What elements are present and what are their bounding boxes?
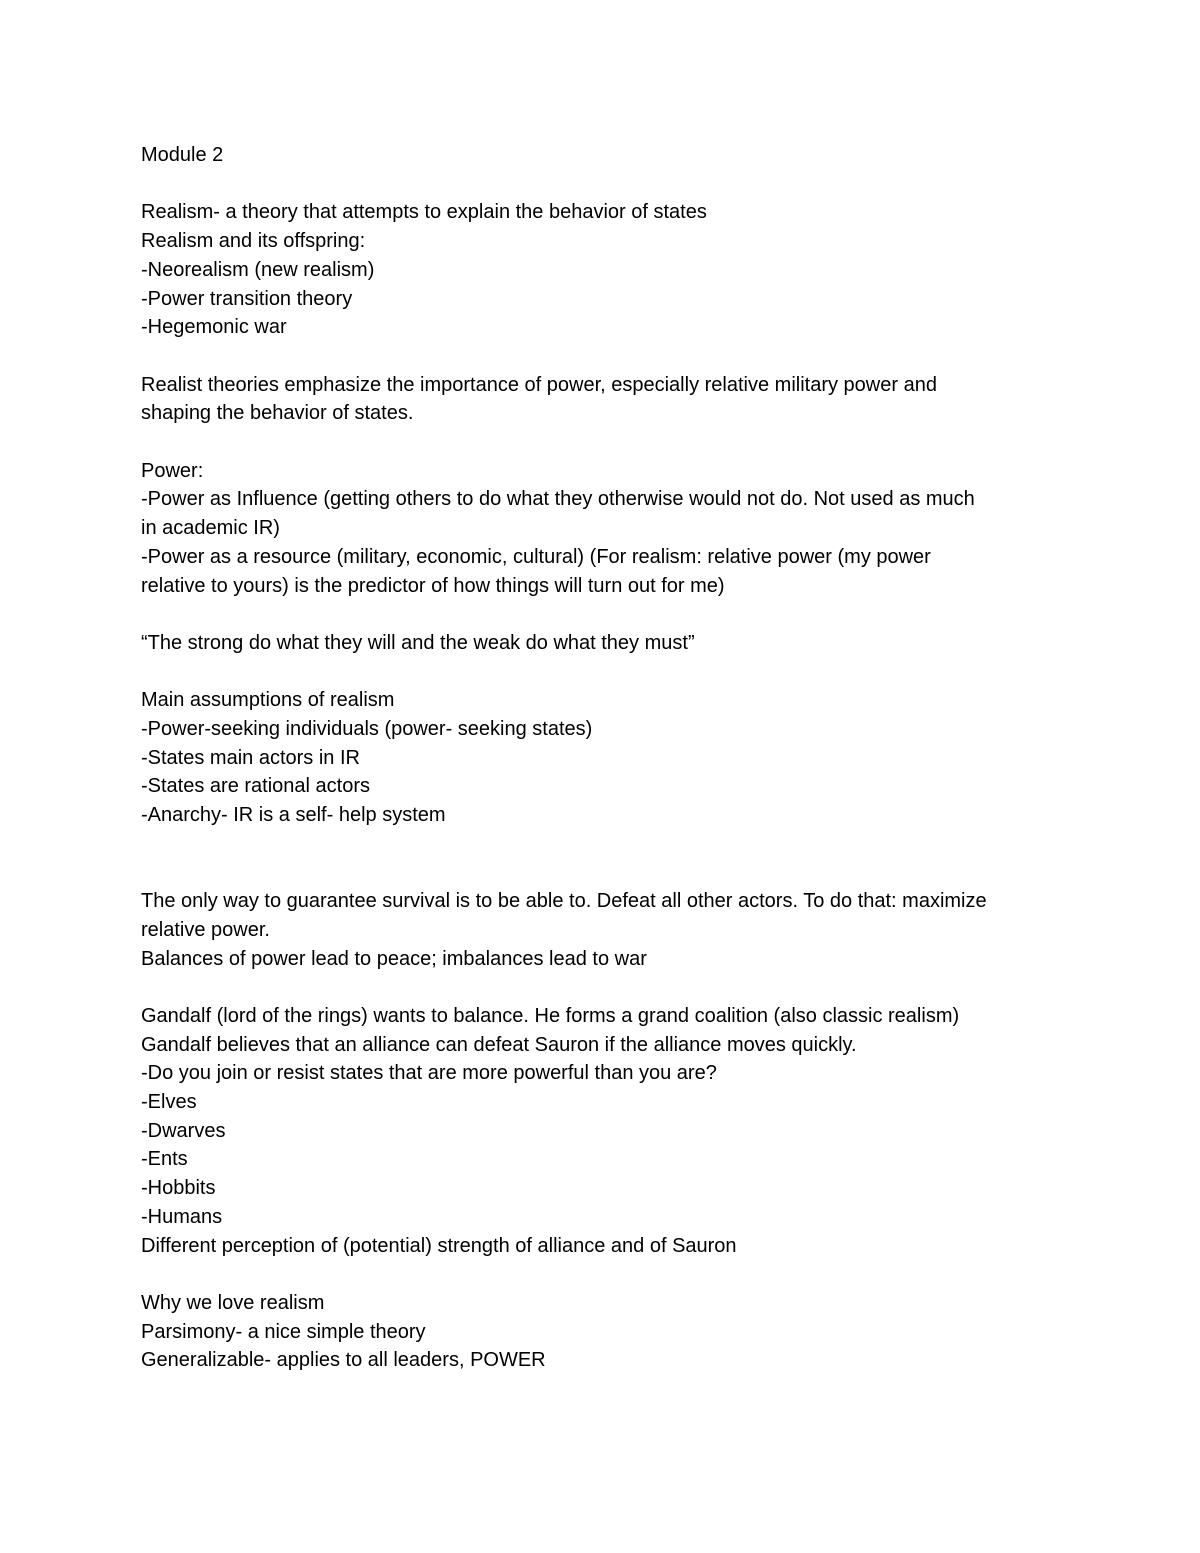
text-line: Different perception of (potential) strength of alliance and of Sauron xyxy=(141,1234,737,1257)
text-line: -Neorealism (new realism) xyxy=(141,258,375,281)
text-line: Main assumptions of realism xyxy=(141,689,395,712)
text-line: -Power-seeking individuals (power- seeking states) xyxy=(141,717,593,740)
blank-line xyxy=(141,973,1071,1002)
text-line: -Hegemonic war xyxy=(141,316,287,339)
text-line: “The strong do what they will and the weak do what they must” xyxy=(141,631,695,654)
text-line: -Do you join or resist states that are more powerful than you are? xyxy=(141,1062,717,1085)
text-line: Realist theories emphasize the importance of power, especially relative military power and xyxy=(141,373,937,396)
text-line: relative power. xyxy=(141,918,270,941)
blank-line xyxy=(141,600,1071,629)
text-line: Generalizable- applies to all leaders, POWER xyxy=(141,1349,546,1372)
blank-line xyxy=(141,428,1071,457)
text-line: -States are rational actors xyxy=(141,775,370,798)
blank-line xyxy=(141,658,1071,687)
text-line: Gandalf (lord of the rings) wants to balance. He forms a grand coalition (also classic realism) xyxy=(141,1004,960,1027)
blank-line xyxy=(141,858,1071,887)
text-line: -Humans xyxy=(141,1205,223,1228)
text-line: in academic IR) xyxy=(141,517,280,540)
text-line: -Power transition theory xyxy=(141,287,353,310)
text-line: -Hobbits xyxy=(141,1177,216,1200)
text-line: -States main actors in IR xyxy=(141,746,360,769)
text-line: Realism- a theory that attempts to explain the behavior of states xyxy=(141,201,707,224)
blank-line xyxy=(141,170,1071,199)
text-line: -Dwarves xyxy=(141,1119,226,1142)
text-line: Parsimony- a nice simple theory xyxy=(141,1320,426,1343)
document-title: Module 2 xyxy=(141,144,224,166)
text-line: Gandalf believes that an alliance can defeat Sauron if the alliance moves quickly. xyxy=(141,1033,857,1056)
document-body xyxy=(141,141,1071,1375)
text-line: -Power as Influence (getting others to do what they otherwise would not do. Not used as much xyxy=(141,488,975,511)
text-line: shaping the behavior of states. xyxy=(141,402,414,425)
text-line: -Anarchy- IR is a self- help system xyxy=(141,804,446,827)
blank-line xyxy=(141,830,1071,859)
text-line: Balances of power lead to peace; imbalances lead to war xyxy=(141,947,647,970)
text-line: Power: xyxy=(141,459,204,482)
text-line: -Ents xyxy=(141,1148,188,1171)
text-line: -Power as a resource (military, economic, cultural) (For realism: relative power (my power xyxy=(141,545,931,568)
text-line: relative to yours) is the predictor of how things will turn out for me) xyxy=(141,574,725,597)
blank-line xyxy=(141,1260,1071,1289)
text-line: -Elves xyxy=(141,1091,197,1114)
blank-line xyxy=(141,342,1071,371)
text-line: The only way to guarantee survival is to be able to. Defeat all other actors. To do that: maximize xyxy=(141,890,987,913)
text-line: Why we love realism xyxy=(141,1291,325,1314)
text-line: Realism and its offspring: xyxy=(141,230,366,253)
